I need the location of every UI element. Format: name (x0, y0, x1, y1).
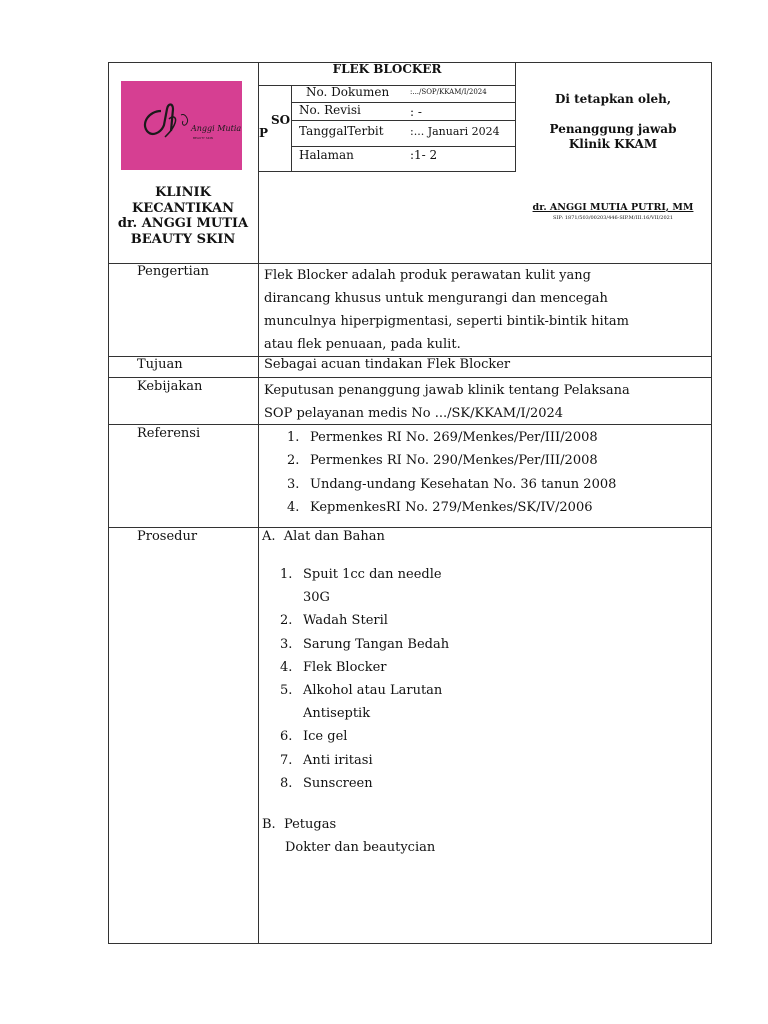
field-sep-4 (258, 171, 516, 172)
list-item: 4. Flek Blocker (280, 656, 490, 679)
prosedur-part-a: A. Alat dan Bahan (262, 529, 385, 544)
responsible-line: Penanggung jawab (549, 122, 677, 136)
frame-bottom (108, 943, 712, 944)
kebijakan-line: SOP pelayanan medis No .../SK/KKAM/I/2024 (264, 406, 564, 421)
list-item: 6. Ice gel (280, 725, 490, 748)
alat-item: Spuit 1cc dan needle (303, 567, 442, 582)
list-item: 7. Anti iritasi (280, 749, 490, 772)
field-sep-2 (291, 120, 516, 121)
alat-item-cont: 30G (303, 590, 330, 606)
clinic-name (108, 185, 258, 247)
referensi-item: KepmenkesRI No. 279/Menkes/SK/IV/2006 (310, 499, 593, 515)
tujuan-text: Sebagai acuan tindakan Flek Blocker (264, 357, 511, 372)
referensi-item: Permenkes RI No. 290/Menkes/Per/III/2008 (310, 453, 598, 469)
label-kebijakan: Kebijakan (137, 379, 203, 394)
list-item: 8. Sunscreen (280, 772, 490, 795)
logo-text: Anggi Mutia (191, 124, 242, 133)
clinic-name-line: KLINIK (155, 185, 211, 200)
kebijakan-text (264, 379, 704, 425)
pengertian-line: dirancang khusus untuk mengurangi dan mencegah (264, 291, 608, 306)
pengertian-line: munculnya hiperpigmentasi, seperti bintik-bintik hitam (264, 314, 629, 329)
clinic-logo (121, 81, 242, 170)
label-tujuan: Tujuan (137, 357, 183, 372)
pengertian-line: Flek Blocker adalah produk perawatan kulit yang (264, 268, 591, 283)
list-item: 3. Sarung Tangan Bedah (280, 633, 490, 656)
alat-item: Anti iritasi (303, 752, 373, 768)
alat-item: Sunscreen (303, 775, 373, 791)
clinic-name-line: KECANTIKAN (131, 200, 235, 216)
alat-item: Sarung Tangan Bedah (303, 636, 450, 652)
list-item: 2. Wadah Steril (280, 609, 490, 632)
alat-bahan-list (280, 563, 490, 795)
field-value-tanggal: :... Januari 2024 (410, 125, 500, 138)
clinic-name-line: dr. ANGGI MUTIA (117, 216, 249, 231)
field-value-dokumen: :.../SOP/KKAM/I/2024 (410, 88, 487, 96)
pengertian-text (264, 264, 704, 356)
prosedur-part-b: B. Petugas (262, 817, 337, 832)
signer-name: dr. ANGGI MUTIA PUTRI, MM (532, 202, 694, 213)
list-item: 5. Alkohol atau Larutan Antiseptik (280, 679, 490, 725)
list-item: 4. KepmenkesRI No. 279/Menkes/SK/IV/2006 (287, 499, 593, 515)
referensi-item: Undang-undang Kesehatan No. 36 tanun 2008 (310, 476, 617, 492)
sop-label-1: SO (271, 113, 291, 127)
field-label-revisi: No. Revisi (299, 103, 361, 117)
row-sep-2 (108, 377, 712, 378)
alat-item: Wadah Steril (303, 613, 388, 629)
field-label-tanggal: TanggalTerbit (299, 124, 384, 138)
frame-right (711, 62, 712, 944)
list-item: 2. Permenkes RI No. 290/Menkes/Per/III/2008 (287, 453, 598, 469)
list-item: 3. Undang-undang Kesehatan No. 36 tanun 2008 (287, 476, 617, 492)
sop-divider (291, 85, 292, 172)
label-referensi: Referensi (137, 426, 201, 441)
responsible-title (515, 122, 711, 152)
petugas-text: Dokter dan beautycian (285, 840, 436, 855)
header-divider-left (258, 62, 259, 944)
alat-item: Ice gel (303, 729, 348, 745)
label-pengertian: Pengertian (137, 264, 209, 279)
pengertian-line: atau flek penuaan, pada kulit. (264, 337, 461, 352)
list-item: 1. Spuit 1cc dan needle 30G (280, 563, 490, 609)
clinic-kkam-line: Klinik KKAM (568, 137, 658, 151)
signer-sip: SIP: 1871/503/00203/446-SIP.M/III.16/VII/2021 (553, 215, 673, 221)
alat-item: Alkohol atau Larutan (303, 683, 443, 699)
label-prosedur: Prosedur (137, 529, 198, 544)
sop-label-2: P (259, 126, 269, 140)
field-value-halaman: :1- 2 (410, 148, 438, 162)
header-divider-right (515, 62, 516, 172)
referensi-list (287, 426, 707, 519)
list-item: 1. Permenkes RI No. 269/Menkes/Per/III/2008 (287, 430, 598, 445)
clinic-name-line: BEAUTY SKIN (130, 231, 236, 247)
field-label-halaman: Halaman (299, 148, 354, 162)
field-value-revisi: : - (410, 105, 422, 119)
logo-subtext: BEAUTY SKIN (193, 136, 213, 140)
established-by: Di tetapkan oleh, (554, 92, 672, 106)
kebijakan-line: Keputusan penanggung jawab klinik tentang Pelaksana (264, 383, 630, 398)
document-title: FLEK BLOCKER (332, 62, 442, 76)
alat-item: Flek Blocker (303, 659, 387, 675)
referensi-item: Permenkes RI No. 269/Menkes/Per/III/2008 (310, 430, 598, 445)
alat-item-cont: Antiseptik (303, 706, 371, 722)
field-sep-3 (291, 146, 516, 147)
row-sep-4 (108, 527, 712, 528)
field-label-dokumen: No. Dokumen (306, 85, 390, 99)
